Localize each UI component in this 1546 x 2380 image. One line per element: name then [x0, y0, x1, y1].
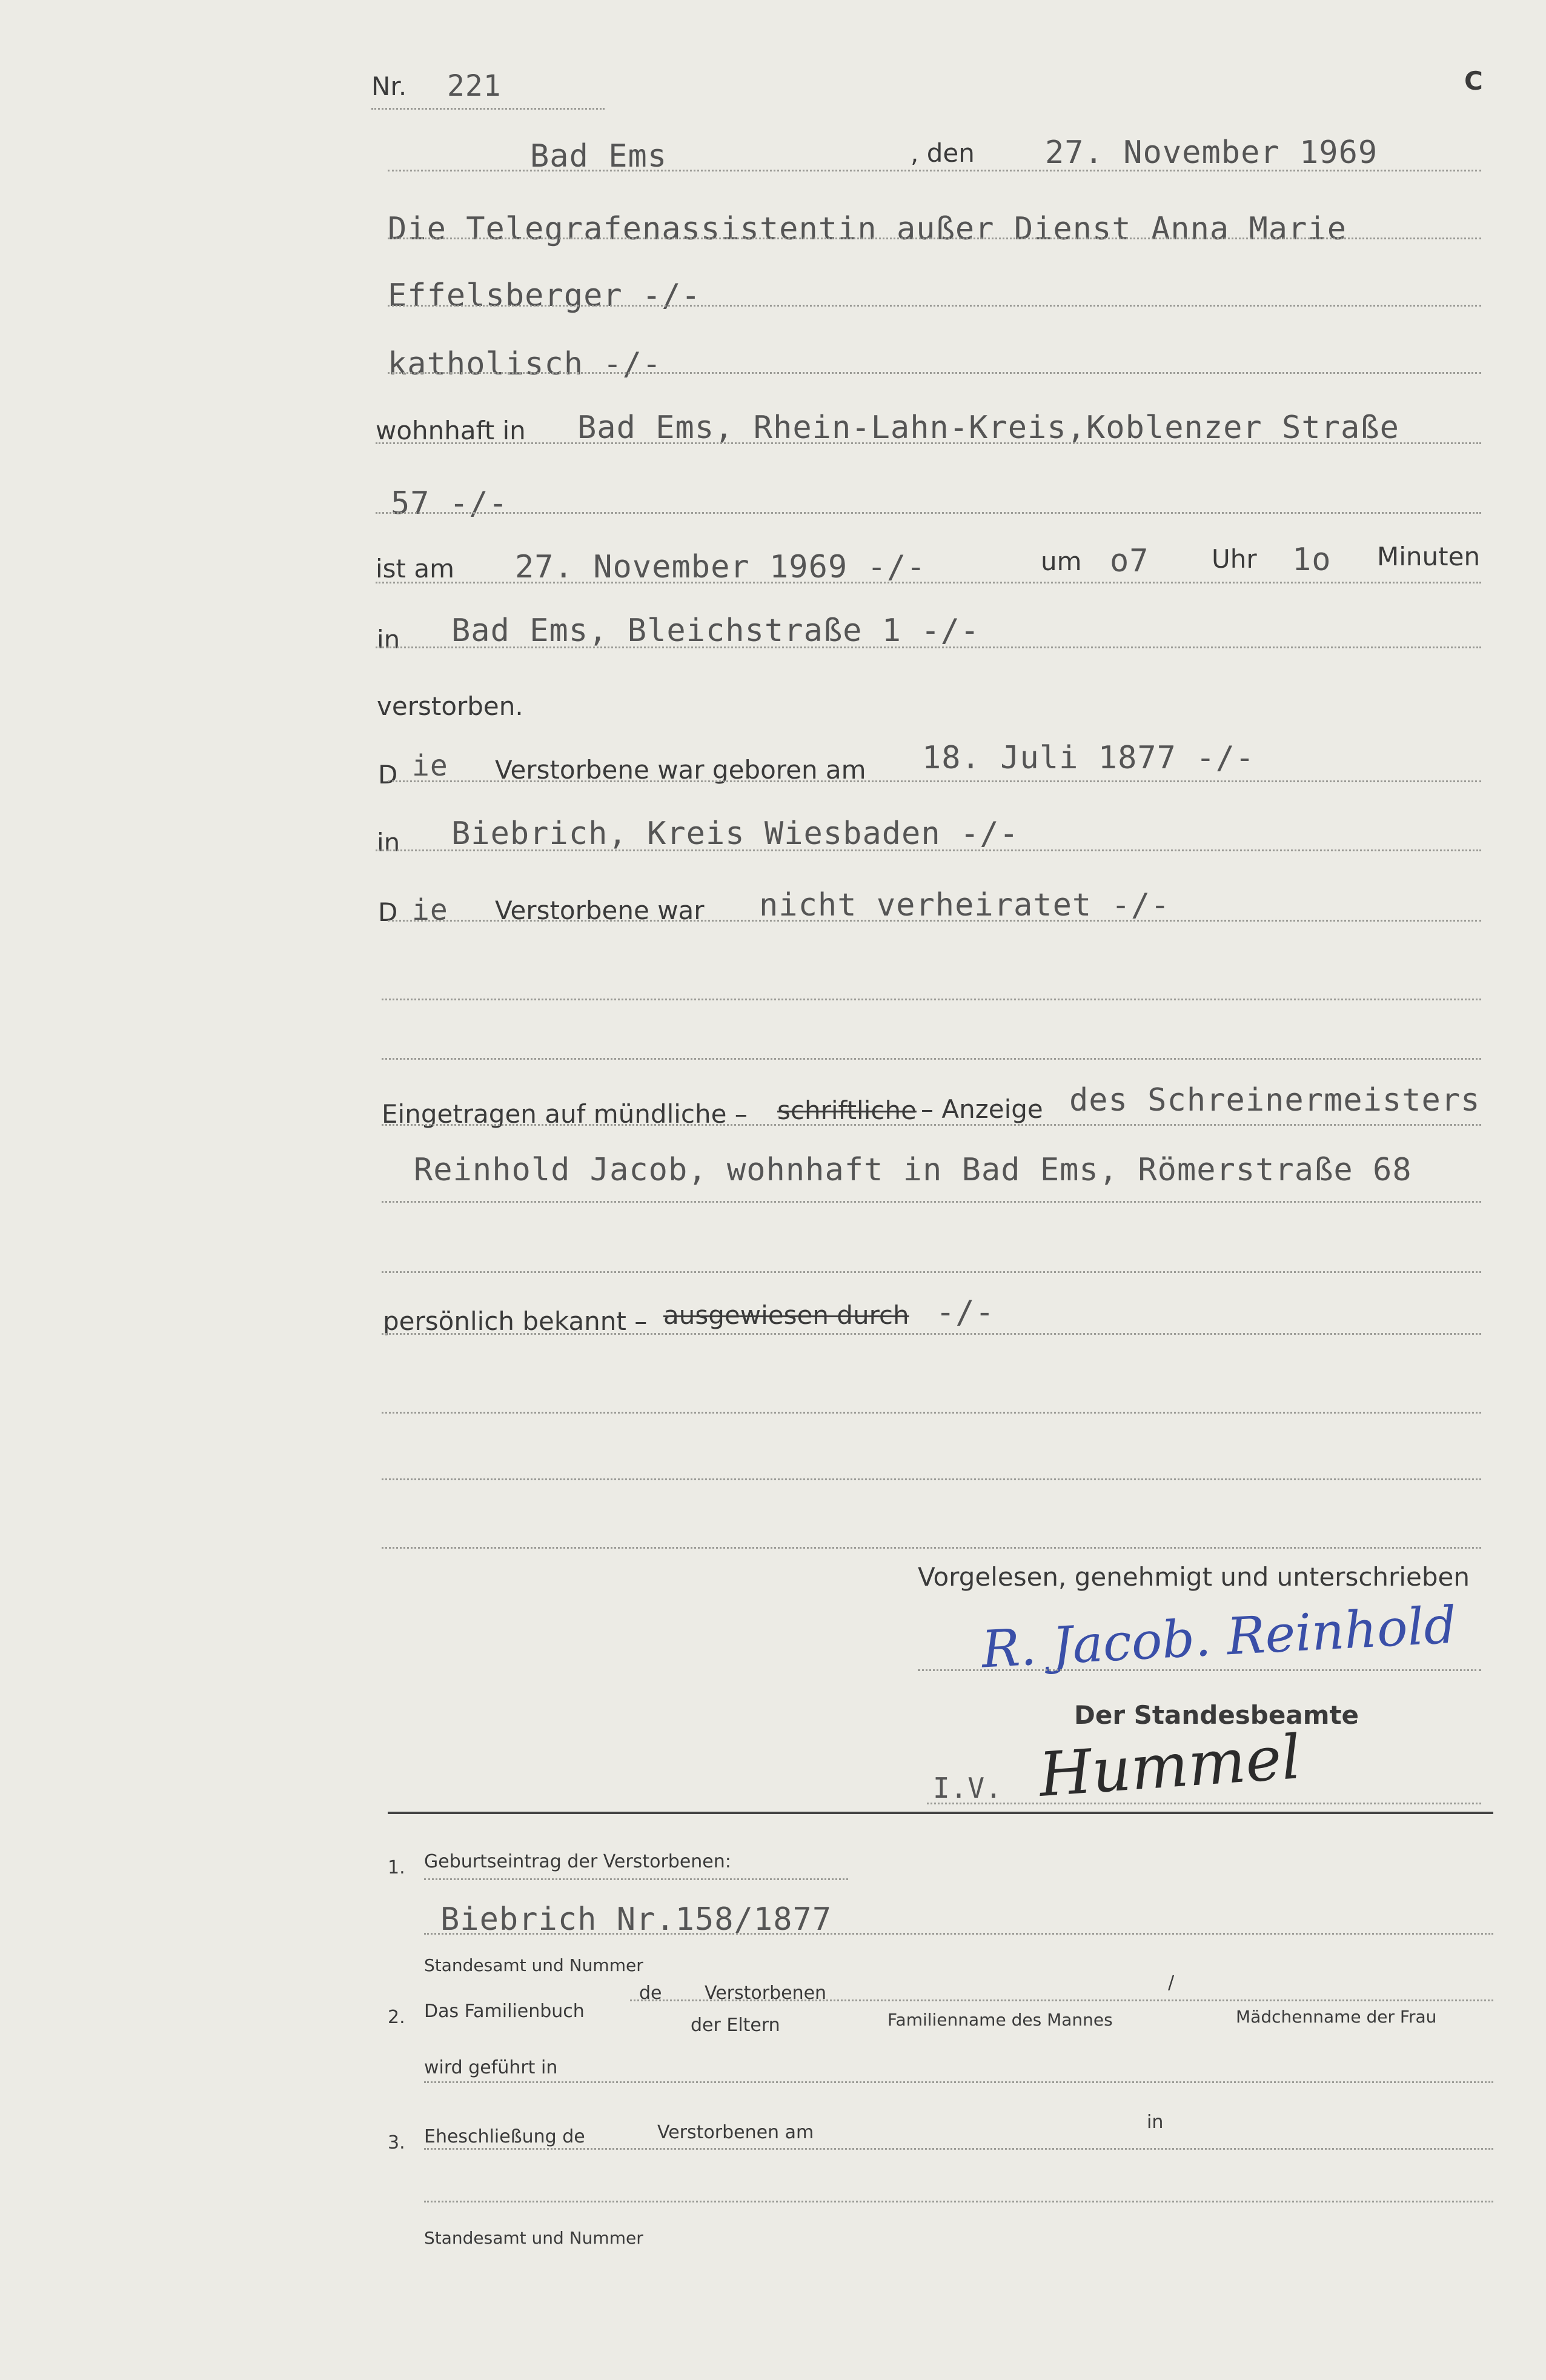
bekannt-label: persönlich bekannt – [383, 1306, 648, 1336]
informant-signature-rule [918, 1669, 1481, 1671]
anzeige-label: – Anzeige [921, 1094, 1043, 1124]
item2-number: 2. [388, 2007, 405, 2028]
blank-rule-6 [382, 1547, 1481, 1549]
den-label: , den [911, 138, 975, 168]
wird-gefuehrt-label: wird geführt in [424, 2057, 558, 2078]
nr-line [371, 108, 605, 110]
minuten-label: Minuten [1377, 542, 1481, 571]
bekannt-rule [382, 1333, 1481, 1335]
official-signature-rule [927, 1803, 1481, 1804]
wird-gefuehrt-rule [424, 2081, 1493, 2083]
marital-d-suffix: ie [412, 893, 448, 927]
marital-d-label: D [378, 897, 398, 927]
blank-rule-5 [382, 1478, 1481, 1480]
birth-d-label: D [378, 760, 398, 789]
item1-value: Biebrich Nr.158/1877 [440, 1901, 832, 1938]
bekannt-value: -/- [936, 1294, 995, 1331]
item3-rule [424, 2148, 1493, 2150]
address-line1-rule [376, 442, 1481, 444]
item2-verstorbenen: Verstorbenen [705, 1983, 827, 2004]
maedchenname-label: Mädchenname der Frau [1236, 2007, 1437, 2027]
iv-label: I.V. [933, 1772, 1003, 1804]
death-minute: 1o [1292, 542, 1332, 578]
section-divider [388, 1812, 1493, 1814]
religion-value: katholisch -/- [388, 346, 662, 382]
blank-rule-3 [382, 1271, 1481, 1273]
person-line2-rule [388, 305, 1481, 307]
blank-rule-4 [382, 1412, 1481, 1414]
place-value: Bad Ems [530, 138, 668, 175]
death-place: Bad Ems, Bleichstraße 1 -/- [451, 613, 980, 649]
death-date-rule [376, 582, 1481, 583]
marital-status: nicht verheiratet -/- [759, 887, 1170, 923]
item2-de: de [639, 1983, 662, 2004]
informant-line1-rule [382, 1124, 1481, 1126]
item2-top-rule [630, 1999, 1493, 2001]
item1-label: Geburtseintrag der Verstorbenen: [424, 1851, 731, 1872]
item1-number: 1. [388, 1857, 405, 1878]
item3-verstorbenen: Verstorbenen am [657, 2122, 814, 2143]
date-value: 27. November 1969 [1045, 135, 1378, 171]
marital-verstorbene-label: Verstorbene war [495, 896, 705, 925]
religion-rule [388, 372, 1481, 374]
item2-slash: / [1168, 1972, 1175, 1993]
person-line1-rule [388, 238, 1481, 239]
item3-in: in [1147, 2112, 1164, 2133]
item3-label: Eheschließung de [424, 2126, 585, 2147]
address-line2-rule [376, 512, 1481, 514]
person-line2: Effelsberger -/- [388, 278, 701, 314]
uhr-label: Uhr [1212, 544, 1257, 574]
standesamt-label: Standesamt und Nummer [424, 1955, 643, 1975]
blank-rule-2 [382, 1058, 1481, 1060]
ist-am-label: ist am [376, 554, 455, 583]
person-line1: Die Telegrafenassistentin außer Dienst Anna Marie [388, 211, 1347, 247]
informant-signature: R. Jacob. Reinhold [980, 1595, 1458, 1680]
corner-letter: C [1464, 66, 1483, 96]
blank-rule-1 [382, 999, 1481, 1000]
item3-second-rule [424, 2201, 1493, 2202]
standesamt-label-2: Standesamt und Nummer [424, 2228, 643, 2248]
um-label: um [1041, 547, 1082, 576]
birth-date-rule [388, 780, 1481, 782]
place-date-line [388, 170, 1481, 171]
vorgelesen-label: Vorgelesen, genehmigt und unterschrieben [918, 1562, 1470, 1592]
address-line1: Bad Ems, Rhein-Lahn-Kreis,Koblenzer Straße [577, 410, 1399, 446]
standesbeamte-label: Der Standesbeamte [1074, 1700, 1359, 1730]
marital-rule [388, 920, 1481, 922]
address-line2: 57 -/- [391, 485, 508, 522]
birth-date: 18. Juli 1877 -/- [922, 740, 1255, 776]
birth-verstorbene-label: Verstorbene war geboren am [495, 755, 866, 785]
item2-label: Das Familienbuch [424, 2001, 585, 2022]
struck-schriftliche: schriftliche [777, 1095, 917, 1125]
verstorben-label: verstorben. [377, 691, 523, 721]
wohnhaft-label: wohnhaft in [376, 416, 526, 445]
birth-place-rule [376, 849, 1481, 851]
item2-eltern: der Eltern [691, 2015, 780, 2036]
nr-label: Nr. [371, 71, 407, 101]
birth-d-suffix: ie [412, 749, 448, 783]
death-hour: o7 [1110, 543, 1149, 579]
death-in-label: in [377, 625, 400, 654]
eingetragen-label: Eingetragen auf mündliche – [382, 1099, 748, 1129]
item1-value-rule [424, 1933, 1493, 1935]
death-place-rule [376, 647, 1481, 648]
birth-in-label: in [377, 828, 400, 857]
struck-ausgewiesen: ausgewiesen durch [663, 1300, 909, 1330]
death-date: 27. November 1969 -/- [515, 549, 926, 585]
nr-value: 221 [447, 69, 502, 103]
item3-number: 3. [388, 2132, 405, 2153]
item1-label-rule [424, 1878, 848, 1880]
official-signature: Hummel [1037, 1721, 1303, 1810]
informant-line2: Reinhold Jacob, wohnhaft in Bad Ems, Römerstraße 68 [414, 1152, 1412, 1188]
familienname-label: Familienname des Mannes [887, 2010, 1113, 2030]
informant-line1: des Schreinermeisters [1069, 1082, 1481, 1119]
informant-line2-rule [382, 1201, 1481, 1203]
birth-place: Biebrich, Kreis Wiesbaden -/- [451, 816, 1019, 852]
